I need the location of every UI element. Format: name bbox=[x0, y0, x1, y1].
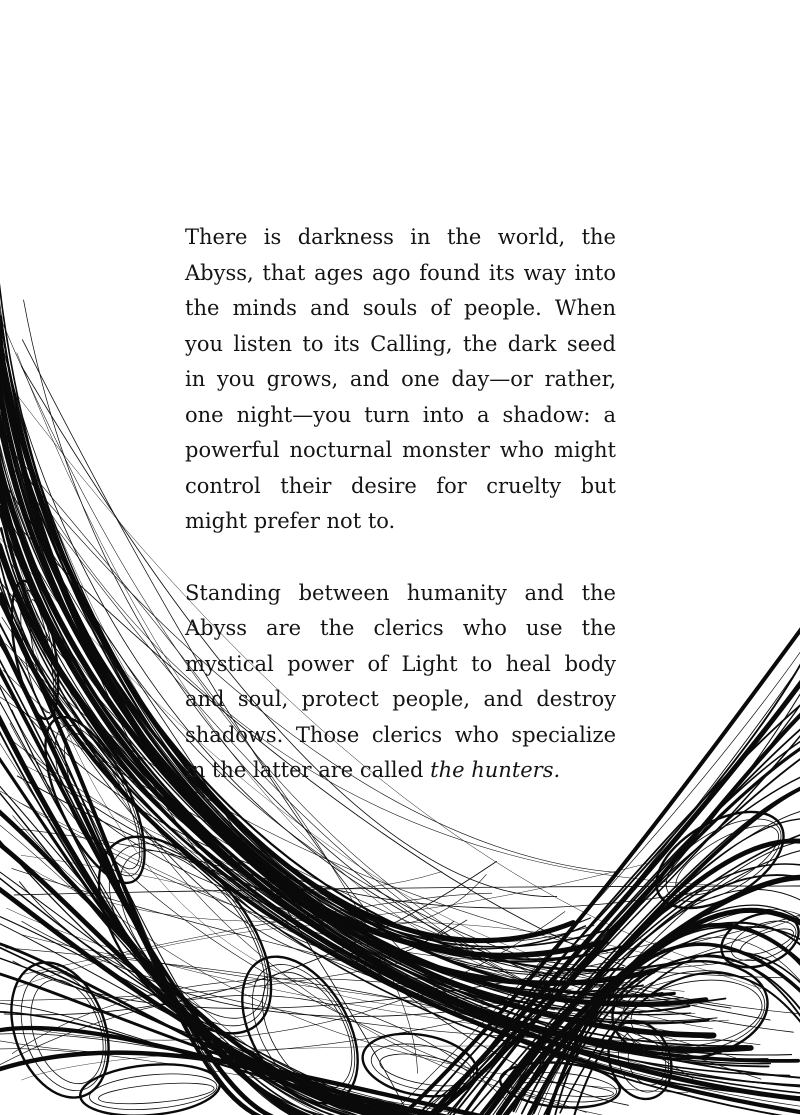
intro-paragraph-2 bbox=[185, 576, 616, 789]
intro-text bbox=[185, 220, 616, 789]
tendril-loop bbox=[88, 1069, 218, 1114]
tendril-loop bbox=[98, 1079, 215, 1107]
hunters-emphasis: the hunters. bbox=[430, 758, 561, 782]
intro-paragraph-1: There is darkness in the world, the Abyss, that ages ago found its way into the minds and souls of people. When you listen to its Calling, the dark seed in you grows, and one day—or rather, one night—you turn into a shadow: a powerful nocturnal monster who might control their desire for cruelty but might prefer not to. bbox=[185, 225, 616, 533]
intro-paragraph-2-lead: Standing between humanity and the Abyss are the clerics who use the mystical power of Light to heal body and soul, protect people, and destroy shadows. Those clerics who specialize in the latter are called bbox=[185, 580, 616, 782]
